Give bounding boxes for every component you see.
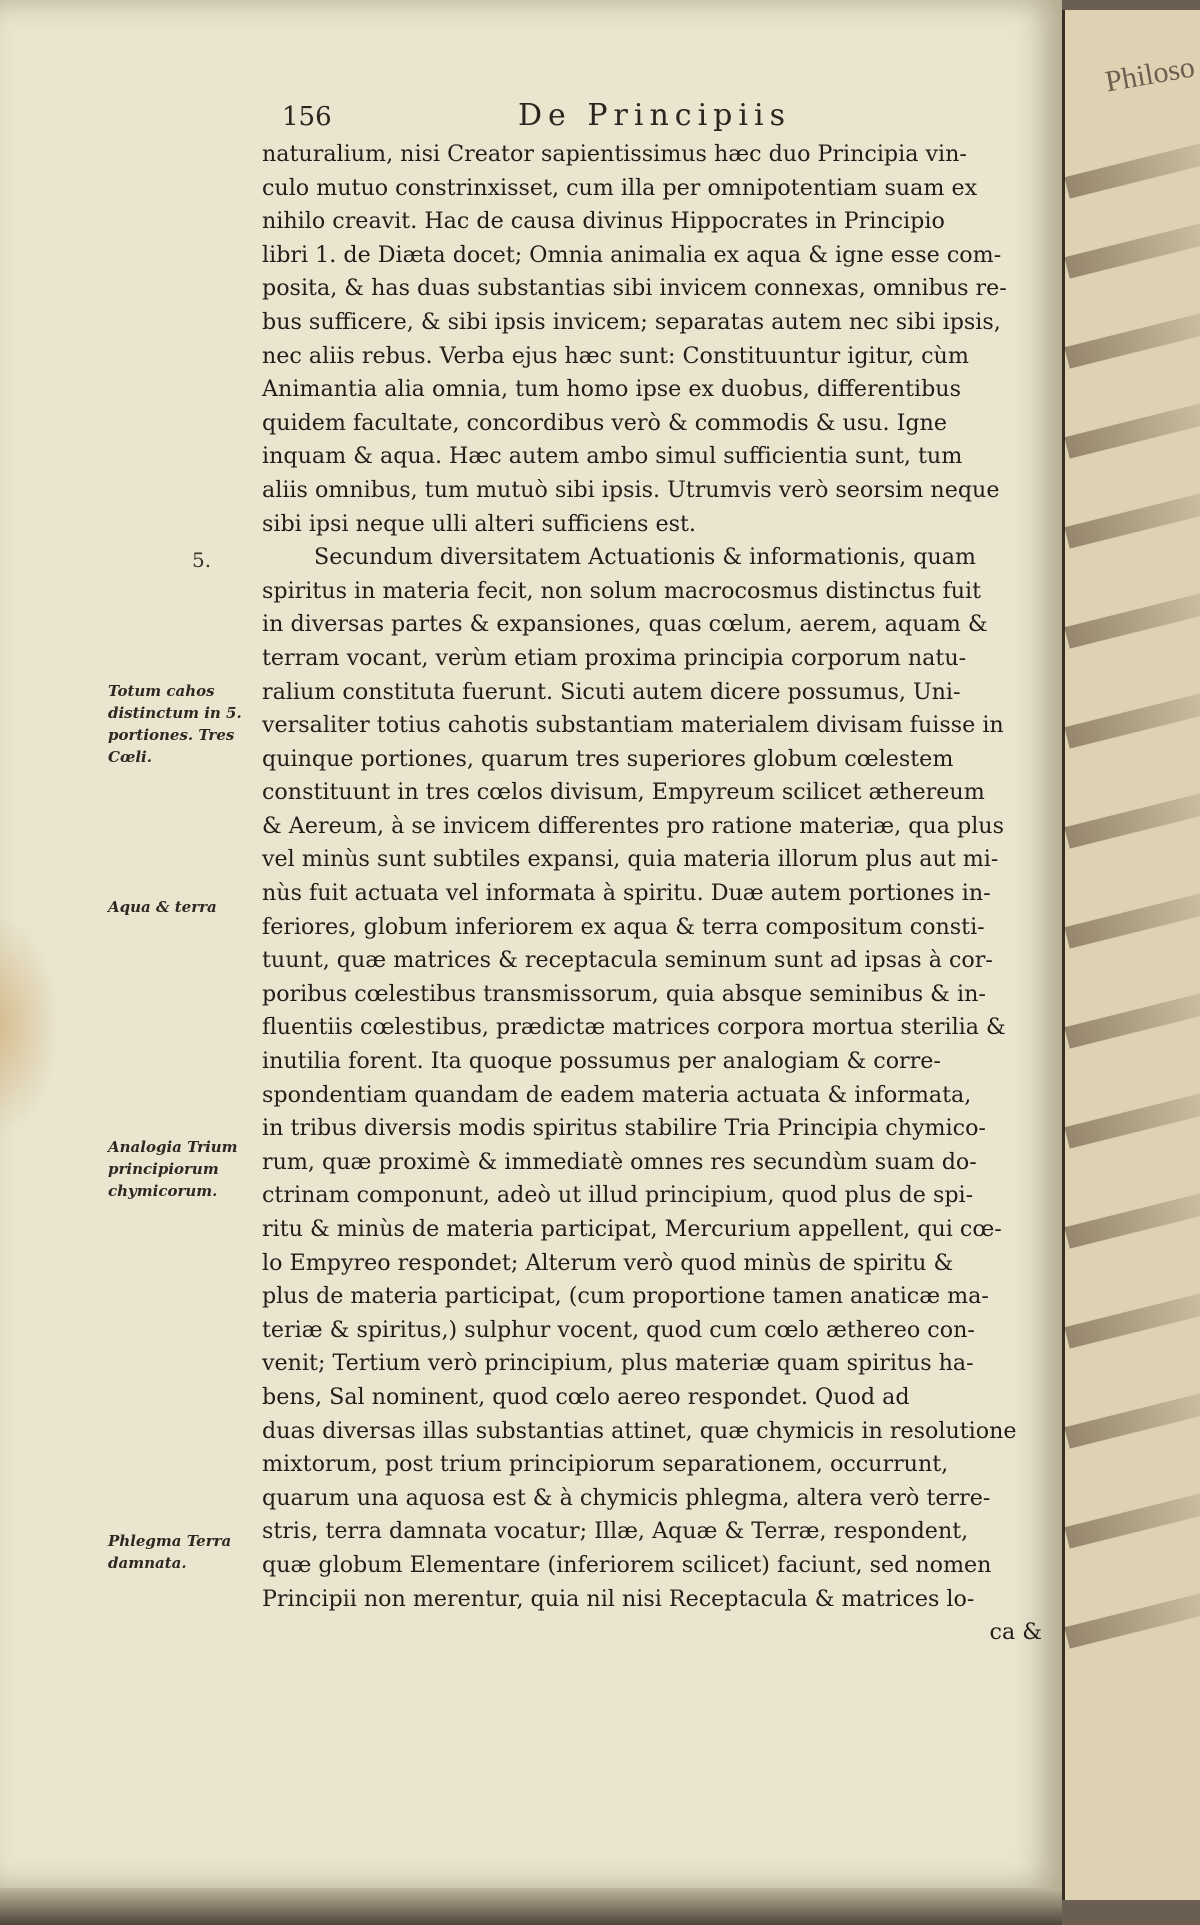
text-line: naturalium, nisi Creator sapientissimus hæc duo Principia vin-: [262, 141, 967, 167]
text-line: mixtorum, post trium principiorum separationem, occurrunt,: [262, 1451, 949, 1478]
text-line: ca &: [989, 1619, 1042, 1646]
facing-text-smear: [1064, 313, 1200, 368]
facing-text-smear: [1064, 1193, 1200, 1248]
section-number: 5.: [192, 548, 212, 572]
facing-text-smear: [1064, 1293, 1200, 1348]
text-line: in tribus diversis modis spiritus stabilire Tria Principia chymico-: [262, 1115, 986, 1142]
facing-text-smear: [1064, 403, 1200, 458]
text-line: ctrinam componunt, adeò ut illud principium, quod plus de spi-: [262, 1182, 974, 1209]
facing-text-smear: [1064, 893, 1200, 948]
text-line: poribus cœlestibus transmissorum, quia absque seminibus & in-: [262, 980, 986, 1007]
text-line: Animantia alia omnia, tum homo ipse ex duobus, differentibus: [262, 376, 961, 403]
text-line: rum, quæ proximè & immediatè omnes res secundùm suam do-: [262, 1148, 977, 1175]
facing-text-smear: [1064, 143, 1200, 198]
margin-note-phlegma: Phlegma Terra damnata.: [108, 1532, 232, 1572]
main-text: [262, 138, 1042, 1650]
text-line: ralium constituta fuerunt. Sicuti autem dicere possumus, Uni-: [262, 678, 961, 705]
text-line: culo mutuo constrinxisset, cum illa per omnipotentiam suam ex: [262, 174, 978, 201]
margin-note-aqua-terra: Aqua & terra: [108, 898, 217, 916]
text-line: spiritus in materia fecit, non solum macrocosmus distinctus fuit: [262, 577, 982, 604]
facing-text-smear: [1064, 223, 1200, 278]
text-line: & Aereum, à se invicem differentes pro ratione materiæ, qua plus: [262, 812, 1004, 839]
text-line: aliis omnibus, tum mutuò sibi ipsis. Utrumvis verò seorsim neque: [262, 476, 1000, 503]
text-line: bens, Sal nominent, quod cœlo aereo respondet. Quod ad: [262, 1383, 910, 1410]
text-line: terram vocant, verùm etiam proxima principia corporum natu-: [262, 644, 967, 671]
text-line: vel minùs sunt subtiles expansi, quia materia illorum plus aut mi-: [262, 846, 999, 873]
margin-note-analogia: Analogia Trium principiorum chymicorum.: [108, 1138, 238, 1200]
text-line: fluentiis cœlestibus, prædictæ matrices corpora mortua sterilia &: [262, 1014, 1006, 1041]
text-line: Principii non merentur, quia nil nisi Receptacula & matrices lo-: [262, 1585, 975, 1612]
text-line: in diversas partes & expansiones, quas cœlum, aerem, aquam &: [262, 611, 988, 638]
facing-page-header: Philoso: [1102, 50, 1198, 99]
running-head: De Principiis: [518, 98, 791, 133]
text-line: spondentiam quandam de eadem materia actuata & informata,: [262, 1081, 972, 1108]
text-line: ritu & minùs de materia participat, Mercurium appellent, qui cœ-: [262, 1216, 1002, 1242]
text-line: venit; Tertium verò principium, plus materiæ quam spiritus ha-: [262, 1350, 974, 1377]
text-line: teriæ & spiritus,) sulphur vocent, quod cum cœlo æthereo con-: [262, 1316, 975, 1343]
margin-note-chaos: Totum cahos distinctum in 5. portiones. Tres Cœli.: [108, 682, 242, 766]
text-line: versaliter totius cahotis substantiam materialem divisam fuisse in: [262, 712, 1004, 739]
text-line: nùs fuit actuata vel informata à spiritu. Duæ autem portiones in-: [262, 880, 991, 907]
text-line: inquam & aqua. Hæc autem ambo simul sufficientia sunt, tum: [262, 443, 963, 470]
facing-text-smear: [1064, 1393, 1200, 1448]
page-stain: [0, 915, 60, 1135]
facing-text-smear: [1064, 993, 1200, 1048]
facing-text-smear: [1064, 693, 1200, 748]
page-number: 156: [282, 102, 332, 132]
text-line: nec aliis rebus. Verba ejus hæc sunt: Constituuntur igitur, cùm: [262, 342, 969, 369]
text-line: lo Empyreo respondet; Alterum verò quod minùs de spiritu &: [262, 1249, 954, 1276]
text-line: quarum una aquosa est & à chymicis phlegma, altera verò terre-: [262, 1484, 991, 1511]
text-line: libri 1. de Diæta docet; Omnia animalia ex aqua & igne esse com-: [262, 241, 1002, 268]
facing-text-smear: [1064, 793, 1200, 848]
text-line: stris, terra damnata vocatur; Illæ, Aquæ & Terræ, respondent,: [262, 1518, 969, 1545]
facing-text-smear: [1064, 1493, 1200, 1548]
text-line: posita, & has duas substantias sibi invicem connexas, omnibus re-: [262, 275, 1007, 302]
facing-text-smear: [1064, 1093, 1200, 1148]
text-line: duas diversas illas substantias attinet, quæ chymicis in resolutione: [262, 1417, 1017, 1444]
text-line: feriores, globum inferiorem ex aqua & terra compositum consti-: [262, 913, 985, 940]
page-bottom-edge: [0, 1888, 1062, 1925]
text-line: constituunt in tres cœlos divisum, Empyreum scilicet æthereum: [262, 779, 985, 806]
text-line: bus sufficere, & sibi ipsis invicem; separatas autem nec sibi ipsis,: [262, 308, 1001, 335]
facing-text-smear: [1064, 493, 1200, 548]
text-line: Secundum diversitatem Actuationis & informationis, quam: [314, 544, 976, 571]
text-line: tuunt, quæ matrices & receptacula seminum sunt ad ipsas à cor-: [262, 947, 993, 974]
text-line: nihilo creavit. Hac de causa divinus Hippocrates in Principio: [262, 208, 945, 235]
facing-text-smear: [1064, 1593, 1200, 1648]
text-line: inutilia forent. Ita quoque possumus per analogiam & corre-: [262, 1048, 941, 1075]
text-line: quidem facultate, concordibus verò & commodis & usu. Igne: [262, 409, 947, 436]
text-line: plus de materia participat, (cum proportione tamen anaticæ ma-: [262, 1283, 989, 1310]
facing-text-smear: [1064, 593, 1200, 648]
facing-page: [1062, 10, 1200, 1900]
text-line: quæ globum Elementare (inferiorem scilicet) faciunt, sed nomen: [262, 1551, 992, 1578]
text-line: quinque portiones, quarum tres superiores globum cœlestem: [262, 745, 954, 772]
text-line: sibi ipsi neque ulli alteri sufficiens est.: [262, 510, 696, 537]
